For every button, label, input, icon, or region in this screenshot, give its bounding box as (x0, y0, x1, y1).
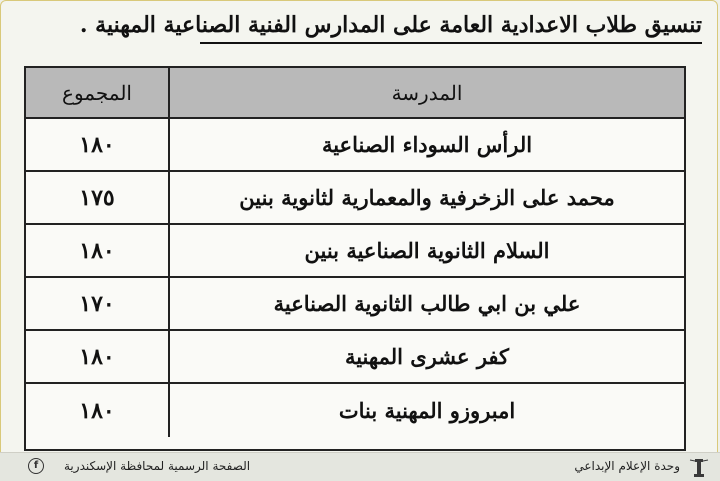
table-row (26, 331, 684, 384)
footer-bar (0, 452, 720, 481)
official-page-label: الصفحة الرسمية لمحافظة الإسكندرية (64, 459, 251, 473)
total-cell: ١٨٠ (79, 397, 115, 424)
total-cell: ١٧٥ (79, 184, 115, 211)
total-cell: ١٧٠ (79, 290, 115, 317)
table-row (26, 119, 684, 172)
table-row (26, 384, 684, 437)
table-row (26, 278, 684, 331)
total-cell: ١٨٠ (79, 343, 115, 370)
school-name-cell: علي بن ابي طالب الثانوية الصناعية (168, 278, 684, 329)
school-name-cell: امبروزو المهنية بنات (168, 384, 684, 437)
lighthouse-logo-icon (688, 456, 710, 478)
total-cell: ١٨٠ (79, 131, 115, 158)
table-row (26, 225, 684, 278)
header-school: المدرسة (168, 68, 684, 117)
total-cell: ١٨٠ (79, 237, 115, 264)
table-row (26, 172, 684, 225)
page-title: تنسيق طلاب الاعدادية العامة على المدارس الفنية الصناعية المهنية . (200, 10, 702, 44)
schools-table (24, 66, 686, 451)
facebook-icon[interactable]: f (28, 458, 44, 474)
media-unit-label: وحدة الإعلام الإبداعي (574, 459, 680, 473)
table-header-row (26, 68, 684, 119)
school-name-cell: محمد على الزخرفية والمعمارية لثانوية بنين (168, 172, 684, 223)
school-name-cell: الرأس السوداء الصناعية (168, 119, 684, 170)
school-name-cell: كفر عشرى المهنية (168, 331, 684, 382)
school-name-cell: السلام الثانوية الصناعية بنين (168, 225, 684, 276)
header-total: المجموع (62, 80, 132, 105)
